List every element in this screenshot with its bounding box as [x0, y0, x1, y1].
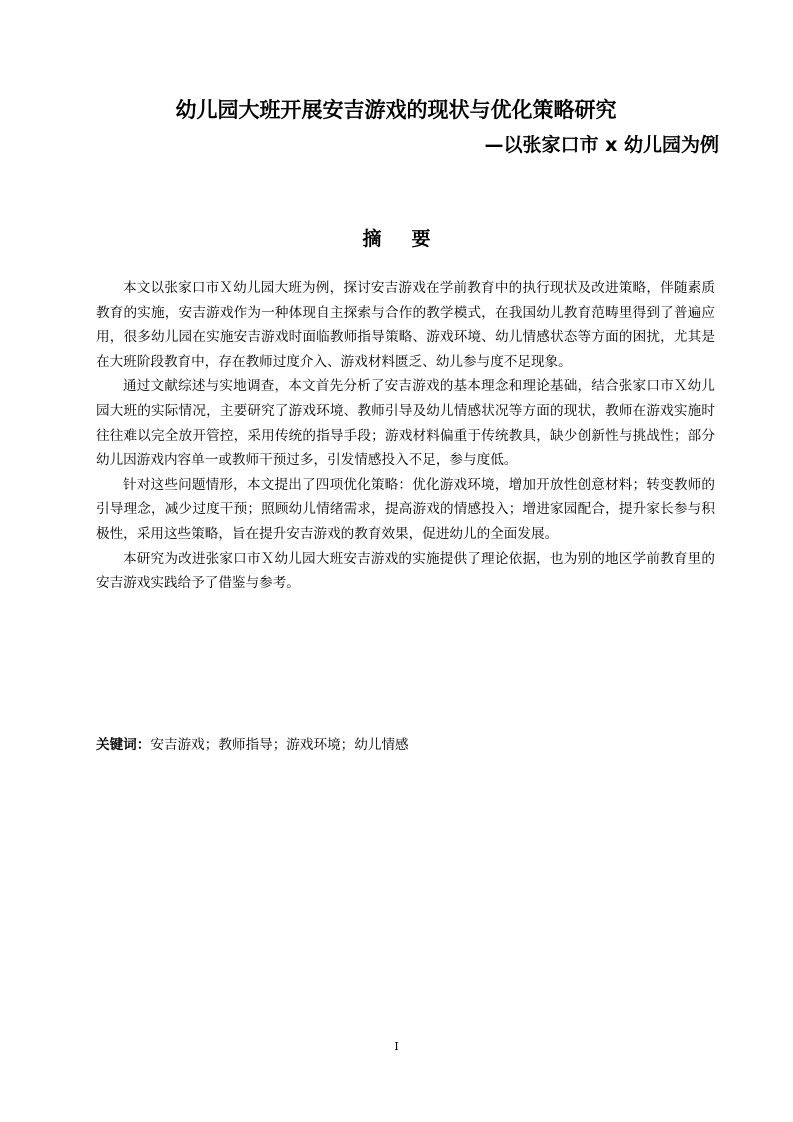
keywords-text: 安吉游戏；教师指导；游戏环境；幼儿情感 — [150, 737, 409, 753]
abstract-paragraph-4: 本研究为改进张家口市Ｘ幼儿园大班安吉游戏的实施提供了理论依据，也为别的地区学前教育里的安吉游戏实践给予了借鉴与参考。 — [96, 550, 715, 592]
page-number: I — [394, 1040, 399, 1053]
abstract-paragraph-3: 针对这些问题情形，本文提出了四项优化策略：优化游戏环境，增加开放性创意材料；转变教师的引导理念，减少过度干预；照顾幼儿情绪需求，提高游戏的情感投入；增进家园配合，提升家长参与积极性，采用这些策略，旨在提升安吉游戏的教育效果，促进幼儿的全面发展。 — [96, 476, 715, 542]
abstract-paragraph-1: 本文以张家口市Ｘ幼儿园大班为例，探讨安吉游戏在学前教育中的执行现状及改进策略，伴随素质教育的实施，安吉游戏作为一种体现自主探索与合作的教学模式，在我国幼儿教育范畴里得到了普遍应用，很多幼儿园在实施安吉游戏时面临教师指导策略、游戏环境、幼儿情感状态等方面的困扰，尤其是在大班阶段教育中，存在教师过度介入、游戏材料匮乏、幼儿参与度不足现象。 — [96, 280, 715, 370]
paper-title: 幼儿园大班开展安吉游戏的现状与优化策略研究 — [175, 98, 617, 122]
abstract-body — [96, 276, 715, 596]
paper-subtitle: —以张家口市 x 幼儿园为例 — [484, 134, 719, 156]
abstract-heading: 摘要 — [362, 228, 461, 250]
keywords-line — [96, 733, 715, 757]
keywords-label: 关键词： — [96, 737, 151, 753]
abstract-paragraph-2: 通过文献综述与实地调查，本文首先分析了安吉游戏的基本理念和理论基础，结合张家口市Ｘ幼儿园大班的实际情况，主要研究了游戏环境、教师引导及幼儿情感状况等方面的现状，教师在游戏实施时往往难以完全放开管控，采用传统的指导手段；游戏材料偏重于传统教具，缺少创新性与挑战性；部分幼儿因游戏内容单一或教师干预过多，引发情感投入不足，参与度低。 — [96, 378, 715, 469]
